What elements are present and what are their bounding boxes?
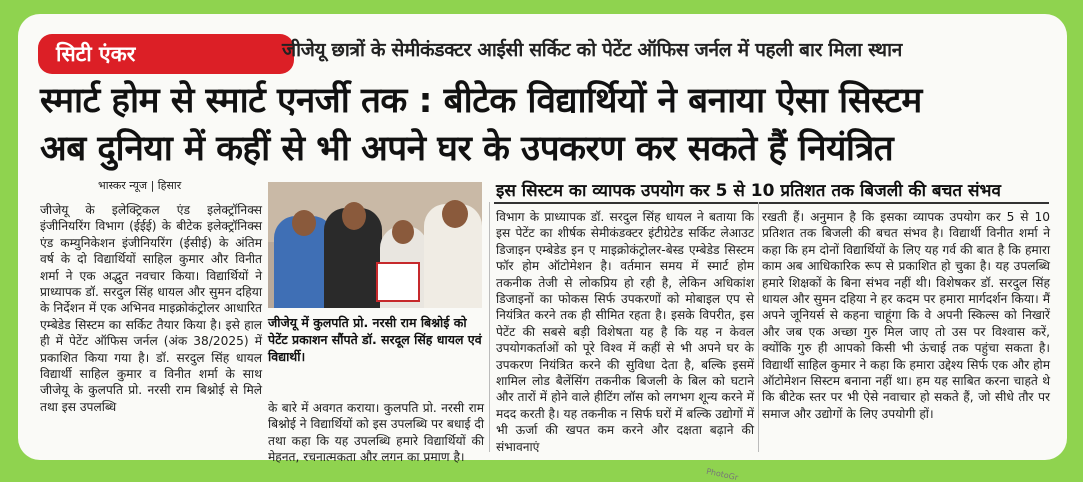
article-column-2: के बारे में अवगत कराया। कुलपति प्रो. नरसी राम बिश्नोई ने विद्यार्थियों को इस उपलब्धि पर बधाई दी तथा कहा कि यह उपलब्धि हमारे विद्यार्थियों की मेहनत, रचनात्मकता और लगन का प्रमाण है। xyxy=(268,401,484,465)
headline-line-2: अब दुनिया में कहीं से भी अपने घर के उपकरण कर सकते हैं नियंत्रित xyxy=(40,129,894,169)
article-column-3: विभाग के प्राध्यापक डॉ. सरदुल सिंह धायल ने बताया कि इस पेटेंट का शीर्षक सेमीकंडक्टर इंटीग्रेटेड सर्किट लेआउट डिजाइन एम्बेडेड इन ए माइक्रोकंट्रोलर-बेस्ड एम्बेडेड सिस्टम फॉर होम ऑटोमेशन है। वर्तमान समय में स्मार्ट होम तकनीक तेजी से लोकप्रिय हो रही है, लेकिन अधिकांश डिजाइनों का फोकस सिर्फ उपकरणों को मोबाइल एप से नियंत्रित करने तक ही सीमित रहता है। इसके विपरीत, इस पेटेंट की सबसे बड़ी विशेषता यह है कि यह न केवल उपयोगकर्ताओं को पूरे विश्व में कहीं से भी अपने घर के उपकरण नियंत्रित करने की सुविधा देता है, बल्कि इसमें शामिल लोड बैलेंसिंग तकनीक बिजली के बिल को घटाने और तारों में होने वाले हीटिंग लॉस को लगभग शून्य करने में मदद करती है। यह तकनीक न सिर्फ घरों में बल्कि उद्योगों में भी ऊर्जा की खपत कम करने और दक्षता बढ़ाने की संभावनाएं xyxy=(496,210,754,454)
headline-line-1: स्मार्ट होम से स्मार्ट एनर्जी तक : बीटेक विद्यार्थियों ने बनाया ऐसा सिस्टम xyxy=(40,81,922,121)
news-photo xyxy=(268,182,482,308)
certificate xyxy=(376,262,420,302)
article-column-1: जीजेयू के इलेक्ट्रिकल एंड इलेक्ट्रॉनिक्स इंजीनियरिंग विभाग (ईईई) के बीटेक इलेक्ट्रॉनिक्स एंड कम्युनिकेशन इंजीनियरिंग (ईसीई) के अंतिम वर्ष के दो विद्यार्थियों साहिल कुमार और विनीत शर्मा ने एक अद्भुत नवचार किया। विद्यार्थियों ने प्राध्यापक डॉ. सरदुल सिंह धायल और सुमन दहिया के निर्देशन में एक अभिनव माइक्रोकंट्रोलर आधारित एम्बेडेड सिस्टम का सर्किट तैयार किया है। इसे हाल ही में पेटेंट ऑफिस जर्नल (अंक 38/2025) में प्रकाशित किया गया है। डॉ. सरदुल सिंह धायल विद्यार्थी साहिल कुमार व विनीत शर्मा के साथ जीजेयू के कुलपति प्रो. नरसी राम बिश्नोई से मिले तथा इस उपलब्धि xyxy=(40,203,262,414)
person-2-head xyxy=(342,202,366,230)
byline: भास्कर न्यूज | हिसार xyxy=(98,179,182,192)
watermark-text: PhotoGr xyxy=(705,466,739,482)
subhead-rule xyxy=(494,202,1049,204)
person-1-head xyxy=(292,210,316,236)
newspaper-clipping xyxy=(18,14,1067,482)
person-3-head xyxy=(392,220,414,244)
section-badge: सिटी एंकर xyxy=(38,34,294,74)
kicker: जीजेयू छात्रों के सेमीकंडक्टर आईसी सर्किट को पेटेंट ऑफिस जर्नल में पहली बार मिला स्थान xyxy=(282,39,902,61)
article-column-4: रखती हैं। अनुमान है कि इसका व्यापक उपयोग कर 5 से 10 प्रतिशत तक बिजली की बचत संभव है। विद्यार्थी विनीत शर्मा ने कहा कि हम दोनों विद्यार्थियों के लिए यह गर्व की बात है कि हमारा काम अब आधिकारिक रूप से प्रकाशित हो चुका है। यह उपलब्धि हमारे शिक्षकों के बिना संभव नहीं थी। विशेषकर डॉ. सरदुल सिंह धायल और सुमन दहिया ने हर कदम पर हमारा मार्गदर्शन किया। मैं अपने जूनियर्स से कहना चाहूंगा कि वे अपनी स्किल्स को निखारें और जब एक अच्छा गुरु मिल जाए तो उस पर विश्वास करें, क्योंकि गुरु ही आपको किसी भी ऊंचाई तक पहुंचा सकता है। विद्यार्थी साहिल कुमार ने कहा कि हमारा उद्देश्य सिर्फ एक और होम ऑटोमेशन सिस्टम बनाना नहीं था। हम यह साबित करना चाहते थे कि बीटेक स्तर पर भी ऐसे नवाचार हो सकते हैं, जो सीधे तौर पर समाज और उद्योगों के लिए उपयोगी हों। xyxy=(762,210,1050,421)
photo-caption: जीजेयू में कुलपति प्रो. नरसी राम बिश्नोई को पेटेंट प्रकाशन सौंपते डॉ. सरदूल सिंह धायल एवं विद्यार्थी। xyxy=(268,315,482,364)
column-divider-1 xyxy=(489,202,490,452)
subheadline: इस सिस्टम का व्यापक उपयोग कर 5 से 10 प्रतिशत तक बिजली की बचत संभव xyxy=(496,181,1001,201)
column-divider-2 xyxy=(758,202,759,452)
person-4-head xyxy=(442,200,468,228)
